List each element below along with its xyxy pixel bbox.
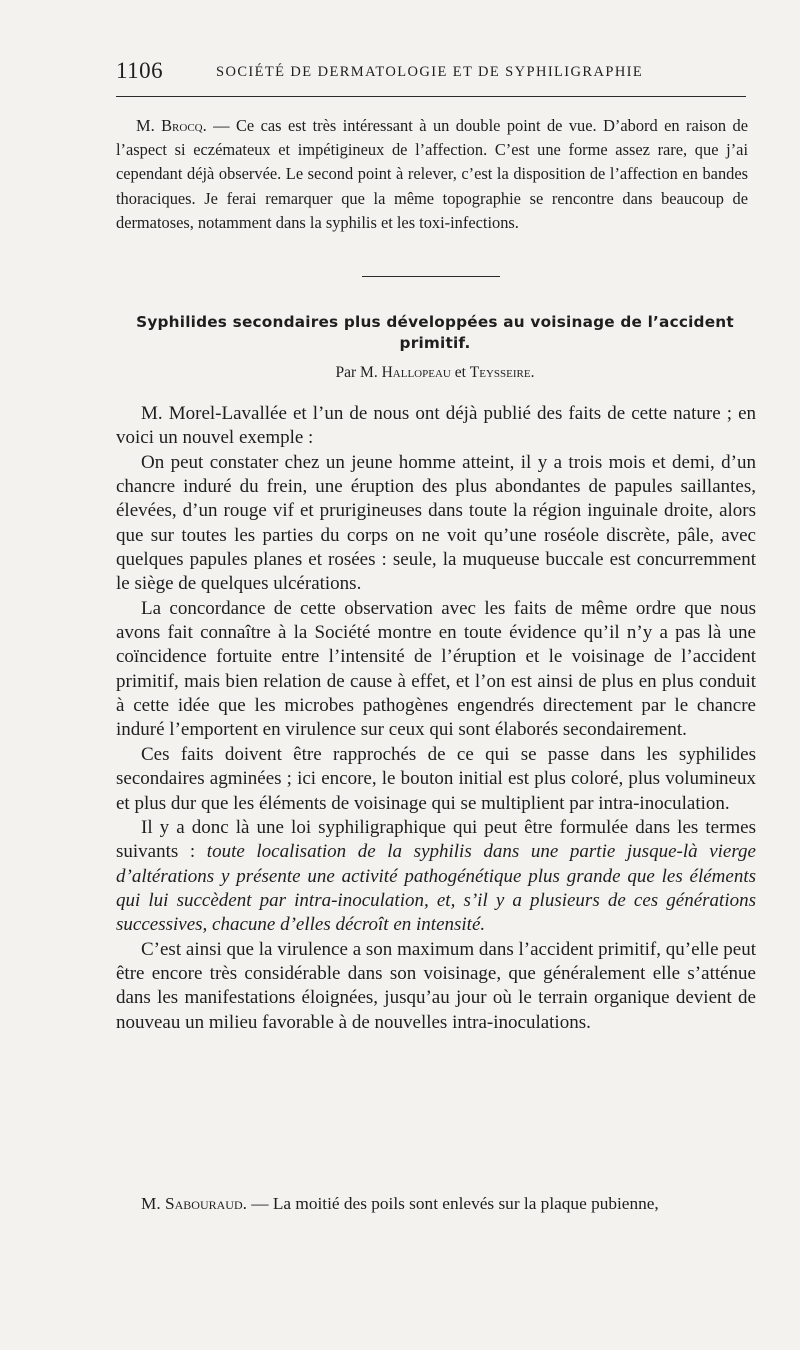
author-hallopeau: Hallopeau xyxy=(381,364,451,381)
header-rule xyxy=(116,96,746,97)
body-paragraph-3: La concordance de cette observation avec les faits de même ordre que nous avons fait connaître à la Société montre en toute évidence qu’il n’y a pas là une coïncidence fortuite entre l’intensité de l’éruption et le voisinage de l’accident primitif, mais bien relation de cause à effet, et l’on est ainsi de plus en plus conduit à cette idée que les microbes pathogènes engendrés directement par le chancre induré l’emportent en virulence sur ceux qui sont élaborés secondairement. xyxy=(116,597,756,741)
byline-suffix: . xyxy=(530,364,535,381)
byline-and: et xyxy=(450,364,470,381)
body-paragraph-5 xyxy=(116,816,756,938)
body-paragraph-2: On peut constater chez un jeune homme atteint, il y a trois mois et demi, d’un chancre induré du frein, une éruption des plus abondantes de papules saillantes, élevées, d’un rouge vif et prurigineuses dans toute la région inguinale droite, alors que sur toutes les parties du corps on ne voit qu’une roséole discrète, pâle, avec quelques papules planes et rosées : seule, la muqueuse buccale est concurremment le siège de quelques ulcérations. xyxy=(116,451,756,595)
article-body xyxy=(116,402,756,1035)
body-paragraph-6: C’est ainsi que la virulence a son maximum dans l’accident primitif, qu’elle peut être encore très considérable dans son voisinage, que généralement elle s’atténue dans les manifestations éloignées, jusqu’au jour où le terrain organique devient de nouveau un milieu favorable à de nouvelles intra-inoculations. xyxy=(116,938,756,1033)
article-title: Syphilides secondaires plus développées au voisinage de l’accident primitif. xyxy=(136,313,734,352)
sabouraud-remark xyxy=(116,1192,748,1216)
author-teysseire: Teysseire xyxy=(469,364,531,381)
body-paragraph-4: Ces faits doivent être rapprochés de ce qui se passe dans les syphilides secondaires agminées ; ici encore, le bouton initial est plus coloré, plus volumineux et plus dur que les éléments de voisinage qui se multiplient par intra-inoculation. xyxy=(116,743,756,814)
article-byline xyxy=(110,364,760,382)
running-title: SOCIÉTÉ DE DERMATOLOGIE ET DE SYPHILIGRAPHIE xyxy=(216,64,644,80)
page-header xyxy=(116,58,746,88)
brocq-remark xyxy=(116,114,748,235)
speaker-sabouraud: M. Sabouraud. xyxy=(141,1194,247,1213)
sabouraud-text: — La moitié des poils sont enlevés sur la plaque pubienne, xyxy=(246,1194,659,1213)
law-statement: toute localisation de la syphilis dans une partie jusque-là vierge d’altérations y présente une activité pathogénétique plus grande que les éléments qui lui succèdent par intra-inoculation, et, s’il y a plusieurs de ces générations successives, chacune d’elles décroît en intensité. xyxy=(116,841,756,936)
brocq-text: — Ce cas est très intéressant à un double point de vue. D’abord en raison de l’aspect si eczémateux et impétigineux de l’affection. C’est une forme assez rare, que j’ai cependant déjà observée. Le second point à relever, c’est la disposition de l’affection en bandes thoraciques. Je ferai remarquer que la même topographie se rencontre dans beaucoup de dermatoses, notamment dans la syphilis et les toxi-infections. xyxy=(116,116,748,232)
byline-prefix: Par M. xyxy=(335,364,382,381)
page-number: 1106 xyxy=(116,58,164,83)
speaker-brocq: M. Brocq. xyxy=(136,116,207,135)
law-intro: Il y a donc là une loi syphiligraphique qui peut être formulée dans les termes suivants : xyxy=(116,816,756,863)
body-paragraph-1: M. Morel-Lavallée et l’un de nous ont déjà publié des faits de cette nature ; en voici un nouvel exemple : xyxy=(116,403,756,449)
section-separator xyxy=(362,276,500,277)
